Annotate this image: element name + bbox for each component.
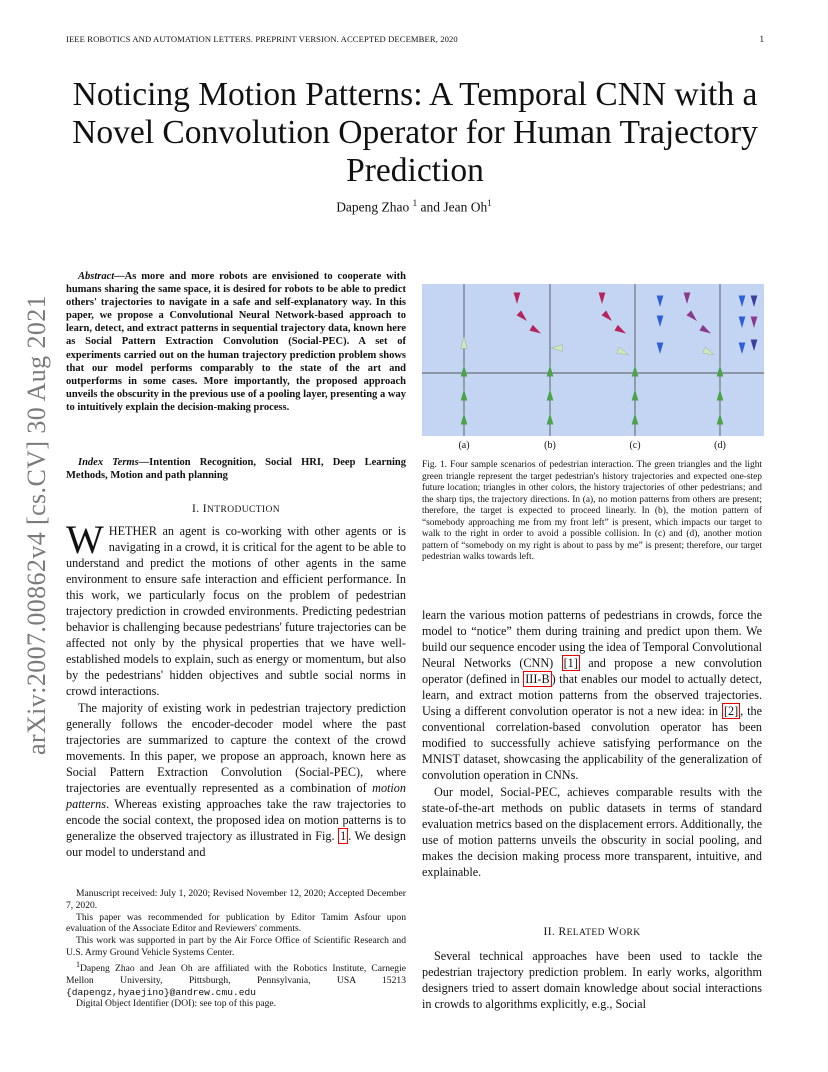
- panel-label-b: (b): [544, 440, 556, 451]
- section-title-rest: NTRODUCTION: [207, 505, 281, 515]
- reference-2-link[interactable]: [2]: [724, 704, 739, 719]
- right-paragraph-1: [422, 607, 762, 784]
- section-2-number: II.: [543, 926, 556, 938]
- panel-label-d: (d): [714, 440, 726, 451]
- footnote-doi: Digital Object Identifier (DOI): see top of this page.: [76, 998, 277, 1010]
- related-work-paragraph-1: Several technical approaches have been used to tackle the pedestrian trajectory prediction problem. In early works, algorithm designers tried to assert domain knowledge about social interactions in crowds to algorithms explicitly, e.g., Social: [422, 949, 762, 1012]
- figure-1-diagram: [422, 284, 764, 436]
- running-head: IEEE ROBOTICS AND AUTOMATION LETTERS. PREPRINT VERSION. ACCEPTED DECEMBER, 2020: [66, 34, 458, 44]
- abstract-text: —As more and more robots are envisioned to cooperate with humans sharing the same space, it is desired for robots to be able to predict others' trajectories to navigate in a safe and self-explanatory way. In this paper, we propose a Convolutional Neural Network-based approach to learn, detect, and extract patterns in sequential trajectory data, known here as Social Pattern Extraction Convolution (Social-PEC). A set of experiments carried out on the human trajectory prediction problem shows that our model performs comparably to the state of the art and outperforms in some cases. More importantly, the proposed approach unveils the obscurity in the previous use of a pooling layer, presenting a way to intuitively explain the decision-making process.: [66, 271, 406, 413]
- section-iii-b-link[interactable]: III-B: [525, 672, 550, 687]
- right-p1-text-d: , the conventional correlation-based convolution operator has been modified to successfully achieve satisfying performance on the MNIST dataset, showcasing the applicability of the generalization of convolution operation in CNNs.: [422, 704, 763, 783]
- footnote-affiliation: [66, 959, 406, 999]
- author-2-affiliation: 1: [487, 198, 492, 208]
- section-number: I.: [191, 503, 200, 515]
- section-2-initial-1: R: [558, 926, 567, 938]
- right-p1-text-a: learn the various motion patterns of pedestrians in crowds, force the model to “notice” them during training and predict upon them. We build our sequence encoder using the idea of Temporal Convolutional Neural Networks (CNN): [422, 608, 762, 671]
- arxiv-stamp: arXiv:2007.00862v4 [cs.CV] 30 Aug 2021: [22, 294, 51, 755]
- page-number: 1: [759, 34, 764, 44]
- intro-paragraph-1-text: HETHER an agent is co-working with other agents or is navigating in a crowd, it is critical for the agent to be able to understand and predict the motions of other agents in the same environment to ensure safe interaction and efficient performance. In this work, we particularly focus on the problem of pedestrian trajectory prediction in crowded environments. Predicting pedestrian behavior is challenging because pedestrians' future trajectories can be affected not only by the physical properties that we have well-established models to explain, such as energy or momentum, but also by the pedestrians' hidden objectives and subtle social norms in crowd interactions.: [66, 524, 406, 699]
- section-heading-related-work: [422, 926, 762, 938]
- intro-paragraph-2: [66, 700, 406, 860]
- intro-p2-text-a: The majority of existing work in pedestrian trajectory prediction generally follows the encoder-decoder model where the past trajectories are summarized to capture the context of the crowd movements. In this paper, we propose an approach, known here as Social Pattern Extraction Convolution (Social-PEC), where trajectories are eventually represented as a combination of: [66, 700, 406, 795]
- panel-label-c: (c): [629, 440, 641, 451]
- section-2-initial-2: W: [607, 926, 620, 938]
- figure-background: [422, 284, 764, 436]
- abstract: [66, 270, 406, 414]
- footnote-affiliation-text: Dapeng Zhao and Jean Oh are affiliated with the Robotics Institute, Carnegie Mellon University, Pittsburgh, Pennsylvania, USA 15213: [66, 962, 406, 986]
- author-line: [0, 198, 828, 216]
- intro-p2-text-b: . Whereas existing approaches take the raw trajectories to encode the social context, the proposed idea on motion patterns is to generalize the observed trajectory as illustrated in Fig.: [66, 796, 406, 843]
- reference-1-link[interactable]: [1]: [563, 656, 578, 671]
- right-column-body: [422, 607, 762, 880]
- author-1: Dapeng Zhao: [336, 199, 410, 215]
- footnote-support: This work was supported in part by the Air Force Office of Scientific Research and U.S. Army Ground Vehicle Systems Center.: [66, 935, 406, 958]
- section-heading-introduction: [66, 503, 406, 515]
- introduction-body: [66, 517, 406, 860]
- figure-1-caption: Fig. 1. Four sample scenarios of pedestrian interaction. The green triangles and the light green triangle represent the target pedestrian's history trajectories and expected one-step future location; triangles in other colors, the history trajectories of other pedestrians; and the sharp tips, the trajectory directions. In (a), no motion patterns from others are present; therefore, the target is expected to proceed linearly. In (b), the motion pattern of “somebody approaching me from my front left” is present, which impacts our target to walk to the right in order to avoid a possible collision. In (c) and (d), another motion pattern of “somebody on my right is about to pass by me” is present; therefore, our target pedestrian walks towards left.: [422, 460, 762, 563]
- author-email[interactable]: {dapengz,hyaejino}@andrew.cmu.edu: [66, 986, 256, 998]
- panel-label-a: (a): [458, 440, 470, 451]
- right-p1-text-c: ) that enables our model to actually detect, learn, and extract motion patterns from the observed trajectories. Using a different convolution operator is not a new idea: in: [422, 672, 762, 719]
- intro-p2-text-c: . We design our model to understand and: [66, 828, 406, 859]
- related-work-body: [422, 948, 762, 1012]
- footnotes: [66, 888, 406, 1010]
- footnote-editor: This paper was recommended for publication by Editor Tamim Asfour upon evaluation of the Associate Editor and Reviewers' comments.: [66, 911, 406, 935]
- intro-p2-emphasis: motion patterns: [66, 780, 406, 811]
- author-2: Jean Oh: [443, 199, 488, 215]
- figure-1-link[interactable]: 1: [340, 828, 347, 843]
- footnote-received: Manuscript received: July 1, 2020; Revised November 12, 2020; Accepted December 7, 2020.: [66, 888, 406, 911]
- section-2-rest-2: ORK: [619, 928, 641, 938]
- section-2-rest-1: ELATED: [566, 928, 605, 938]
- author-1-affiliation: 1: [412, 198, 418, 208]
- paper-title: Noticing Motion Patterns: A Temporal CNN with a Novel Convolution Operator for Human Trajectory Prediction: [72, 76, 758, 189]
- right-paragraph-2: Our model, Social-PEC, achieves comparable results with the state-of-the-art methods on public datasets in terms of standard evaluation metrics based on the displacement errors. Additionally, the use of motion patterns unveils the obscurity in social pooling, and makes the decision making process more transparent, intuitive, and explainable.: [422, 784, 762, 879]
- index-terms: [66, 456, 406, 482]
- footnote-affiliation-mark: 1: [76, 959, 80, 969]
- right-p1-text-b: and propose a new convolution operator (defined in: [422, 656, 762, 687]
- intro-paragraph-1: [66, 517, 406, 700]
- index-terms-text: —Intention Recognition, Social HRI, Deep Learning Methods, Motion and path planning: [66, 457, 406, 482]
- drop-cap: W: [66, 517, 104, 562]
- authors-and: and: [420, 199, 441, 215]
- abstract-label: Abstract: [78, 271, 115, 282]
- section-title-initial: I: [202, 503, 207, 515]
- index-terms-label: Index Terms: [78, 457, 139, 468]
